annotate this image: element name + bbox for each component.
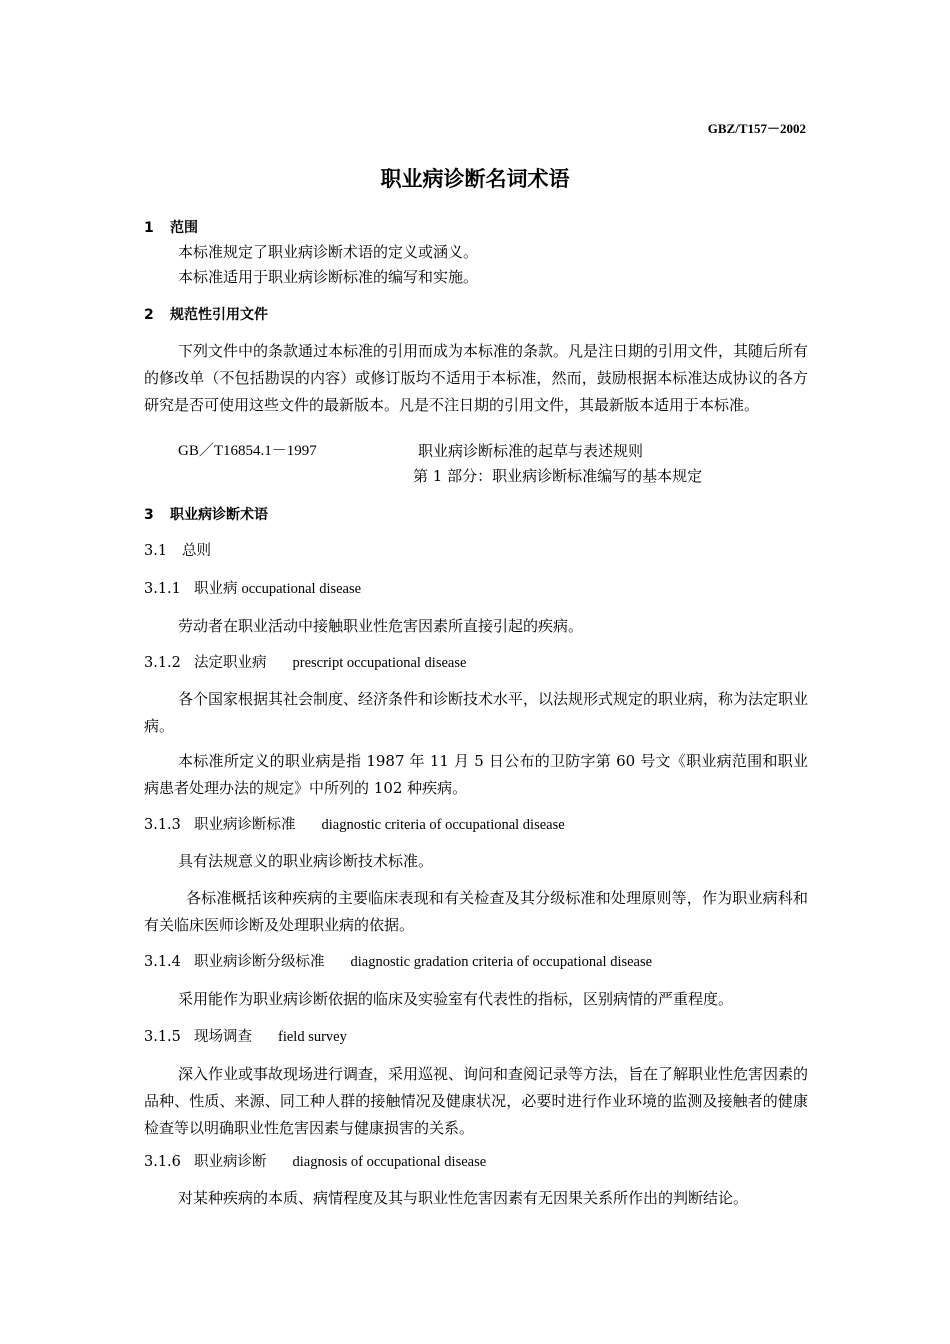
term-number: 3.1.6 [144, 1154, 181, 1170]
term-3-1-5-definition: 深入作业或事故现场进行调查，采用巡视、询问和查阅记录等方法，旨在了解职业性危害因素的品种、性质、来源、同工种人群的接触情况及健康状况，必要时进行作业环境的监测及接触者的健康检查等以明确职业性危害因素与健康损害的关系。 [144, 1065, 809, 1137]
term-en: field survey [278, 1029, 347, 1045]
term-3-1-2-definition-2: 本标准所定义的职业病是指 1987 年 11 月 5 日公布的卫防字第 60 号文《职业病范围和职业病患者处理办法的规定》中所列的 102 种疾病。 [144, 752, 808, 797]
section-1-heading [144, 218, 198, 238]
term-en: diagnosis of occupational disease [292, 1154, 487, 1170]
term-3-1-2-definition-1: 各个国家根据其社会制度、经济条件和诊断技术水平，以法规形式规定的职业病，称为法定职业病。 [144, 690, 809, 735]
normative-references-paragraph: 下列文件中的条款通过本标准的引用而成为本标准的条款。凡是注日期的引用文件，其随后所有的修改单（不包括勘误的内容）或修订版均不适用于本标准，然而，鼓励根据本标准达成协议的各方研究是否可使用这些文件的最新版本。凡是不注日期的引用文件，其最新版本适用于本标准。 [144, 342, 809, 414]
term-3-1-4 [144, 952, 652, 972]
scope-paragraph-2: 本标准适用于职业病诊断标准的编写和实施。 [178, 268, 479, 286]
term-number: 3.1.3 [144, 817, 181, 833]
term-3-1-6-definition: 对某种疾病的本质、病情程度及其与职业性危害因素有无因果关系所作出的判断结论。 [178, 1189, 749, 1207]
term-en: prescript occupational disease [292, 655, 467, 671]
term-3-1-3 [144, 815, 565, 835]
section-3-heading [144, 505, 268, 525]
section-2-heading [144, 305, 268, 325]
term-3-1-5 [144, 1027, 347, 1047]
term-en: diagnostic criteria of occupational disease [321, 817, 565, 833]
term-3-1-3-definition-2: 各标准概括该种疾病的主要临床表现和有关检查及其分级标准和处理原则等，作为职业病科和有关临床医师诊断及处理职业病的依据。 [144, 889, 808, 934]
section-title: 职业病诊断术语 [170, 507, 268, 523]
term-number: 3.1.1 [144, 581, 181, 597]
term-3-1-6 [144, 1152, 486, 1172]
term-zh: 职业病诊断标准 [194, 817, 296, 833]
reference-title-line-2: 第 1 部分：职业病诊断标准编写的基本规定 [413, 467, 703, 485]
term-number: 3.1.4 [144, 954, 181, 970]
term-zh: 现场调查 [194, 1029, 252, 1045]
reference-title-line-1: 职业病诊断标准的起草与表述规则 [418, 442, 644, 460]
term-zh: 职业病诊断 [194, 1154, 267, 1170]
term-number: 3.1.2 [144, 655, 181, 671]
term-3-1-1 [144, 579, 361, 599]
section-title: 范围 [170, 220, 198, 236]
term-en: occupational disease [241, 581, 362, 597]
subsection-number: 3.1 [144, 543, 168, 559]
term-3-1-3-definition-1: 具有法规意义的职业病诊断技术标准。 [178, 852, 434, 870]
term-en: diagnostic gradation criteria of occupational disease [350, 954, 653, 970]
term-zh: 法定职业病 [194, 655, 267, 671]
term-zh: 职业病 [194, 581, 238, 597]
page-title: 职业病诊断名词术语 [380, 167, 570, 191]
subsection-3-1 [144, 541, 211, 561]
subsection-label: 总则 [182, 543, 211, 559]
section-title: 规范性引用文件 [170, 307, 268, 323]
term-3-1-1-definition: 劳动者在职业活动中接触职业性危害因素所直接引起的疾病。 [178, 617, 584, 635]
scope-paragraph-1: 本标准规定了职业病诊断术语的定义或涵义。 [178, 243, 479, 261]
reference-code: GB／T16854.1－1997 [178, 443, 317, 459]
section-number: 3 [144, 507, 154, 523]
term-number: 3.1.5 [144, 1029, 181, 1045]
term-3-1-4-definition: 采用能作为职业病诊断依据的临床及实验室有代表性的指标，区别病情的严重程度。 [178, 990, 734, 1008]
section-number: 1 [144, 220, 154, 236]
standard-code: GBZ/T157－2002 [707, 121, 806, 136]
section-number: 2 [144, 307, 154, 323]
term-3-1-2 [144, 653, 466, 673]
term-zh: 职业病诊断分级标准 [194, 954, 325, 970]
